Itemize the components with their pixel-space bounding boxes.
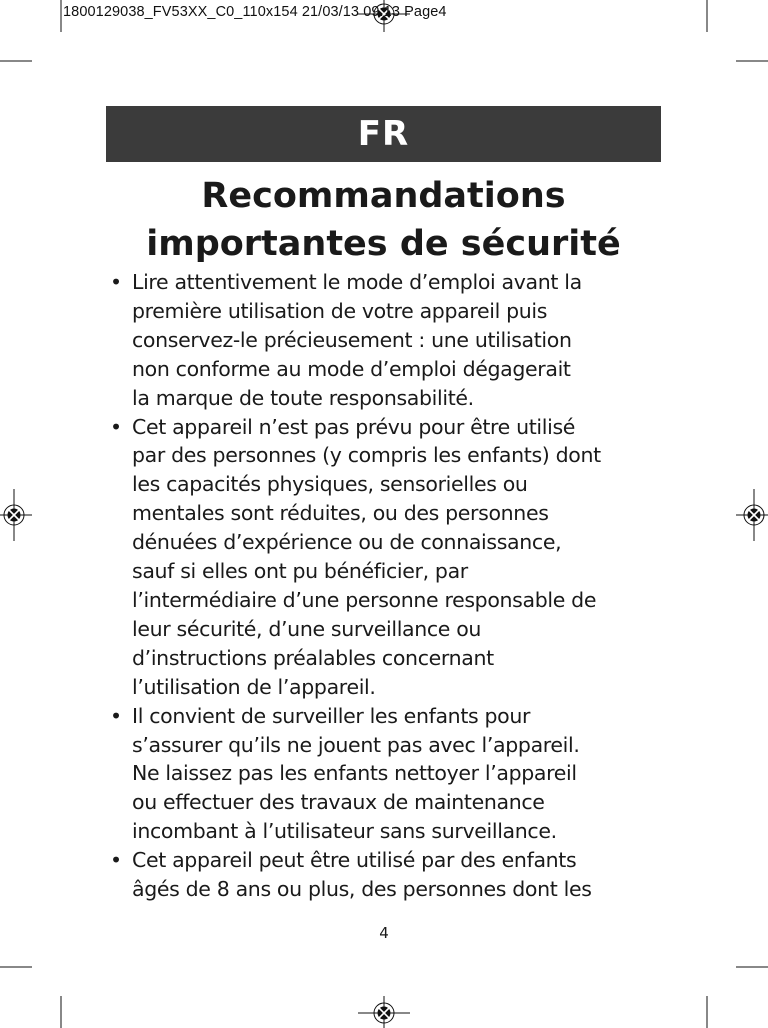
page-title <box>106 172 661 268</box>
registration-target-left-icon <box>0 489 32 541</box>
language-banner <box>106 106 661 162</box>
rule-line: mentales sont réduites, ou des personnes <box>132 501 549 526</box>
rule-line: Il convient de surveiller les enfants pour <box>132 703 531 728</box>
safety-rule-4 <box>110 846 666 904</box>
bullet-icon: • <box>110 848 122 873</box>
rule-line: les capacités physiques, sensorielles ou <box>132 472 528 497</box>
safety-rule-1 <box>110 268 666 413</box>
rule-line: ou effectuer des travaux de maintenance <box>132 790 545 815</box>
rule-line: Ne laissez pas les enfants nettoyer l’appareil <box>132 761 577 786</box>
rule-line: âgés de 8 ans ou plus, des personnes dont les <box>132 877 592 902</box>
safety-rules-list <box>110 268 666 904</box>
page-title-line-2: importantes de sécurité <box>146 224 621 264</box>
rule-line: dénuées d’expérience ou de connaissance, <box>132 530 562 555</box>
rule-line: l’utilisation de l’appareil. <box>132 674 376 699</box>
rule-line: sauf si elles ont pu bénéficier, par <box>132 559 468 584</box>
rule-line: incombant à l’utilisateur sans surveillance. <box>132 819 557 844</box>
rule-line: la marque de toute responsabilité. <box>132 385 474 410</box>
bullet-icon: • <box>110 270 122 294</box>
rule-line: Cet appareil peut être utilisé par des enfants <box>132 848 577 873</box>
rule-line: conservez-le précieusement : une utilisation <box>132 327 572 352</box>
language-tag: FR <box>357 114 410 154</box>
rule-line: d’instructions préalables concernant <box>132 645 494 670</box>
rule-line: Cet appareil n’est pas prévu pour être utilisé <box>132 414 576 439</box>
printer-slug-line: 1800129038_FV53XX_C0_110x154 21/03/13 09:13 Page4 <box>63 4 447 20</box>
bullet-icon: • <box>110 703 122 728</box>
safety-rule-2 <box>110 413 666 702</box>
rule-line: Lire attentivement le mode d’emploi avant la <box>132 270 582 294</box>
page-number: 4 <box>379 924 389 942</box>
registration-target-right-icon <box>736 489 768 541</box>
rule-line: par des personnes (y compris les enfants) dont <box>132 443 601 468</box>
bullet-icon: • <box>110 414 122 439</box>
safety-rule-3 <box>110 702 666 847</box>
registration-target-bottom-icon <box>358 996 410 1028</box>
rule-line: leur sécurité, d’une surveillance ou <box>132 616 482 641</box>
rule-line: première utilisation de votre appareil puis <box>132 298 548 323</box>
rule-line: non conforme au mode d’emploi dégagerait <box>132 356 571 381</box>
rule-line: l’intermédiaire d’une personne responsable de <box>132 587 597 612</box>
rule-line: s’assurer qu’ils ne jouent pas avec l’appareil. <box>132 732 580 757</box>
page-title-line-1: Recommandations <box>201 176 566 216</box>
